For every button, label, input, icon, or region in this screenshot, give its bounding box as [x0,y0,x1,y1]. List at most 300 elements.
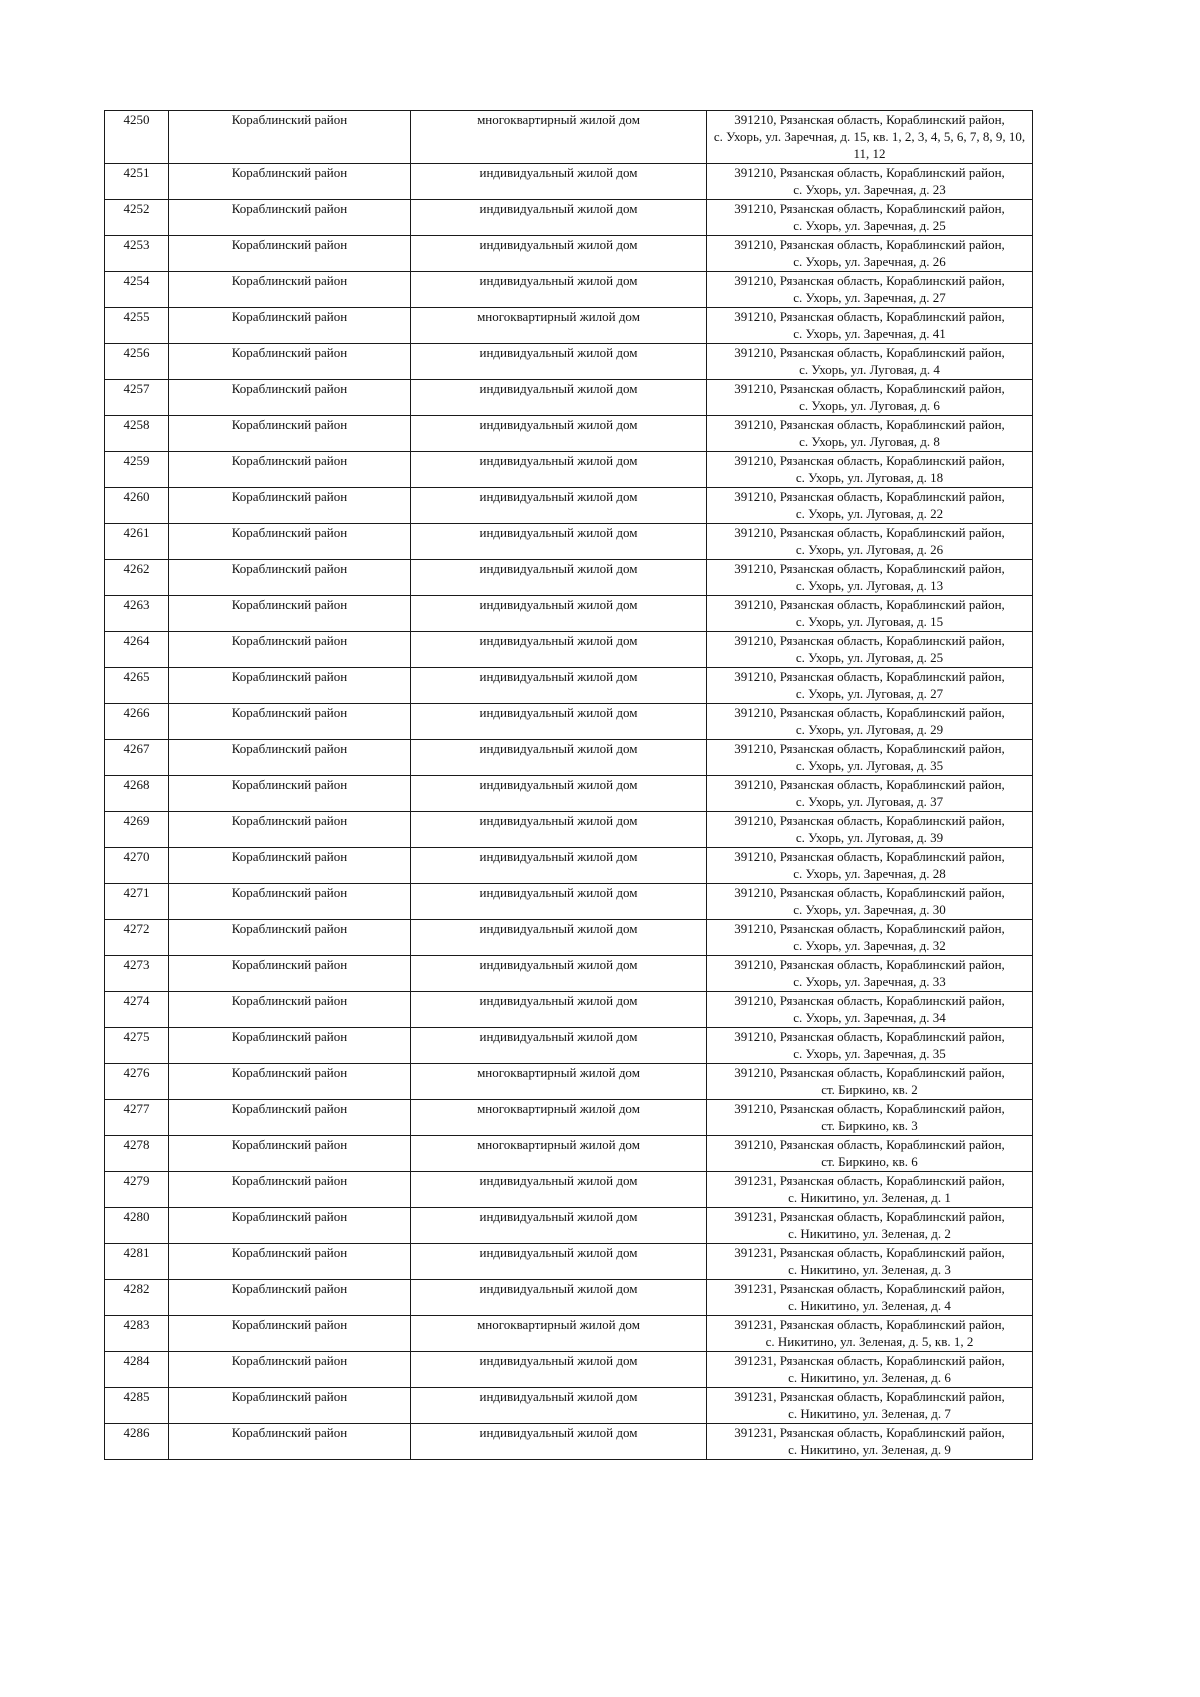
building-type: многоквартирный жилой дом [477,1137,640,1152]
address-line-locality: с. Ухорь, ул. Луговая, д. 37 [795,794,944,809]
building-type: многоквартирный жилой дом [477,309,640,324]
row-number-cell [105,776,169,812]
district-name: Кораблинский район [231,957,348,972]
row-number-cell [105,848,169,884]
address-line-locality: с. Никитино, ул. Зеленая, д. 2 [788,1226,951,1241]
address-line-region: 391210, Рязанская область, Кораблинский район, [734,1065,1005,1080]
address-cell [707,1136,1033,1172]
address-line-region: 391210, Рязанская область, Кораблинский район, [734,885,1005,900]
building-type: индивидуальный жилой дом [479,741,638,756]
building-type-cell [411,740,707,776]
row-number-cell [105,200,169,236]
row-number: 4258 [123,417,150,432]
address-cell [707,524,1033,560]
address-cell [707,1208,1033,1244]
housing-registry-table [104,110,1033,1460]
row-number: 4262 [123,561,150,576]
row-number: 4270 [123,849,150,864]
table-row [105,812,1033,848]
row-number-cell [105,632,169,668]
building-type: многоквартирный жилой дом [477,1317,640,1332]
address-line-region: 391210, Рязанская область, Кораблинский район, [734,1029,1005,1044]
address-line-locality: с. Ухорь, ул. Заречная, д. 33 [793,974,946,989]
address-cell [707,488,1033,524]
building-type-cell [411,884,707,920]
address-line-locality: с. Ухорь, ул. Луговая, д. 27 [795,686,944,701]
table-row [105,488,1033,524]
address-line-locality: с. Никитино, ул. Зеленая, д. 5, кв. 1, 2 [765,1334,974,1349]
district-cell [169,1208,411,1244]
building-type: индивидуальный жилой дом [479,957,638,972]
district-name: Кораблинский район [231,885,348,900]
address-line-locality: с. Ухорь, ул. Луговая, д. 15 [795,614,944,629]
address-line-region: 391231, Рязанская область, Кораблинский район, [734,1173,1005,1188]
row-number: 4255 [123,309,150,324]
building-type-cell [411,956,707,992]
address-line-region: 391231, Рязанская область, Кораблинский район, [734,1209,1005,1224]
district-cell [169,488,411,524]
district-name: Кораблинский район [231,1209,348,1224]
building-type: многоквартирный жилой дом [477,112,640,127]
row-number-cell [105,164,169,200]
table-row [105,1064,1033,1100]
row-number-cell [105,596,169,632]
building-type: индивидуальный жилой дом [479,633,638,648]
address-line-locality: с. Ухорь, ул. Заречная, д. 25 [793,218,946,233]
district-cell [169,956,411,992]
row-number-cell [105,1064,169,1100]
table-row [105,1280,1033,1316]
address-cell [707,344,1033,380]
district-name: Кораблинский район [231,381,348,396]
district-cell [169,524,411,560]
address-line-locality: с. Ухорь, ул. Заречная, д. 35 [793,1046,946,1061]
address-line-locality: с. Ухорь, ул. Луговая, д. 13 [795,578,944,593]
district-cell [169,848,411,884]
address-cell [707,884,1033,920]
address-line-locality: с. Ухорь, ул. Заречная, д. 27 [793,290,946,305]
address-line-region: 391231, Рязанская область, Кораблинский район, [734,1389,1005,1404]
table-row [105,668,1033,704]
row-number-cell [105,812,169,848]
address-line-locality: с. Ухорь, ул. Заречная, д. 41 [793,326,946,341]
address-line-locality: с. Ухорь, ул. Луговая, д. 25 [795,650,944,665]
building-type-cell [411,560,707,596]
district-cell [169,776,411,812]
district-name: Кораблинский район [231,489,348,504]
table-row [105,776,1033,812]
row-number: 4276 [123,1065,150,1080]
district-name: Кораблинский район [231,417,348,432]
building-type: индивидуальный жилой дом [479,273,638,288]
address-line-locality: с. Ухорь, ул. Заречная, д. 15, кв. 1, 2, 3, 4, 5, 6, 7, 8, 9, 10, 11, 12 [713,129,1026,161]
table-row [105,1316,1033,1352]
district-name: Кораблинский район [231,165,348,180]
address-line-region: 391210, Рязанская область, Кораблинский район, [734,813,1005,828]
district-cell [169,884,411,920]
address-line-locality: с. Никитино, ул. Зеленая, д. 7 [788,1406,951,1421]
address-line-region: 391210, Рязанская область, Кораблинский район, [734,957,1005,972]
address-cell [707,164,1033,200]
district-cell [169,812,411,848]
address-line-region: 391210, Рязанская область, Кораблинский район, [734,381,1005,396]
district-cell [169,1100,411,1136]
row-number: 4253 [123,237,150,252]
address-cell [707,380,1033,416]
address-cell [707,308,1033,344]
building-type-cell [411,1172,707,1208]
district-cell [169,1388,411,1424]
row-number-cell [105,668,169,704]
address-cell [707,848,1033,884]
building-type-cell [411,200,707,236]
address-line-region: 391210, Рязанская область, Кораблинский район, [734,705,1005,720]
building-type-cell [411,596,707,632]
district-name: Кораблинский район [231,561,348,576]
row-number: 4271 [123,885,150,900]
building-type-cell [411,308,707,344]
district-cell [169,668,411,704]
address-cell [707,920,1033,956]
address-cell [707,812,1033,848]
building-type-cell [411,920,707,956]
building-type: индивидуальный жилой дом [479,1173,638,1188]
address-cell [707,776,1033,812]
building-type: многоквартирный жилой дом [477,1065,640,1080]
building-type: индивидуальный жилой дом [479,1281,638,1296]
building-type-cell [411,1244,707,1280]
row-number-cell [105,740,169,776]
row-number: 4250 [123,112,150,127]
address-line-region: 391210, Рязанская область, Кораблинский район, [734,849,1005,864]
address-line-locality: ст. Биркино, кв. 2 [821,1082,918,1097]
district-name: Кораблинский район [231,1389,348,1404]
district-cell [169,1028,411,1064]
district-cell [169,1352,411,1388]
district-cell [169,1280,411,1316]
row-number: 4283 [123,1317,150,1332]
district-name: Кораблинский район [231,112,348,127]
address-line-locality: с. Ухорь, ул. Луговая, д. 26 [795,542,944,557]
row-number-cell [105,1316,169,1352]
address-line-region: 391210, Рязанская область, Кораблинский район, [734,453,1005,468]
table-row [105,416,1033,452]
address-line-locality: с. Ухорь, ул. Заречная, д. 23 [793,182,946,197]
district-name: Кораблинский район [231,1173,348,1188]
table-row [105,956,1033,992]
address-line-region: 391210, Рязанская область, Кораблинский район, [734,993,1005,1008]
building-type: индивидуальный жилой дом [479,345,638,360]
row-number: 4280 [123,1209,150,1224]
address-line-region: 391210, Рязанская область, Кораблинский район, [734,345,1005,360]
building-type: индивидуальный жилой дом [479,1389,638,1404]
address-cell [707,992,1033,1028]
address-line-locality: с. Ухорь, ул. Луговая, д. 35 [795,758,944,773]
row-number: 4286 [123,1425,150,1440]
address-line-locality: с. Ухорь, ул. Луговая, д. 18 [795,470,944,485]
district-name: Кораблинский район [231,633,348,648]
building-type-cell [411,272,707,308]
row-number: 4273 [123,957,150,972]
address-line-region: 391210, Рязанская область, Кораблинский район, [734,633,1005,648]
address-cell [707,111,1033,164]
building-type: индивидуальный жилой дом [479,1209,638,1224]
building-type: индивидуальный жилой дом [479,561,638,576]
district-name: Кораблинский район [231,777,348,792]
district-name: Кораблинский район [231,273,348,288]
address-line-region: 391210, Рязанская область, Кораблинский район, [734,417,1005,432]
district-cell [169,200,411,236]
row-number: 4268 [123,777,150,792]
building-type: индивидуальный жилой дом [479,237,638,252]
building-type: индивидуальный жилой дом [479,993,638,1008]
address-line-locality: с. Ухорь, ул. Луговая, д. 6 [799,398,940,413]
address-cell [707,704,1033,740]
row-number: 4259 [123,453,150,468]
address-line-region: 391210, Рязанская область, Кораблинский район, [734,741,1005,756]
table-row [105,308,1033,344]
building-type: индивидуальный жилой дом [479,417,638,432]
address-line-region: 391210, Рязанская область, Кораблинский район, [734,489,1005,504]
building-type: индивидуальный жилой дом [479,597,638,612]
building-type: многоквартирный жилой дом [477,1101,640,1116]
building-type: индивидуальный жилой дом [479,1353,638,1368]
district-name: Кораблинский район [231,309,348,324]
address-line-region: 391210, Рязанская область, Кораблинский район, [734,112,1005,127]
building-type-cell [411,1100,707,1136]
building-type: индивидуальный жилой дом [479,1245,638,1260]
district-name: Кораблинский район [231,1317,348,1332]
building-type: индивидуальный жилой дом [479,1425,638,1440]
building-type-cell [411,992,707,1028]
row-number-cell [105,1388,169,1424]
district-cell [169,1064,411,1100]
address-cell [707,1244,1033,1280]
building-type: индивидуальный жилой дом [479,777,638,792]
row-number-cell [105,1424,169,1460]
row-number-cell [105,956,169,992]
row-number: 4279 [123,1173,150,1188]
row-number: 4263 [123,597,150,612]
address-cell [707,740,1033,776]
address-line-locality: ст. Биркино, кв. 6 [821,1154,918,1169]
row-number-cell [105,1208,169,1244]
address-line-region: 391231, Рязанская область, Кораблинский район, [734,1425,1005,1440]
row-number-cell [105,111,169,164]
district-cell [169,416,411,452]
row-number-cell [105,1028,169,1064]
building-type: индивидуальный жилой дом [479,525,638,540]
table-row [105,380,1033,416]
row-number-cell [105,1352,169,1388]
address-line-locality: с. Ухорь, ул. Луговая, д. 8 [799,434,940,449]
address-line-region: 391210, Рязанская область, Кораблинский район, [734,669,1005,684]
row-number: 4251 [123,165,150,180]
table-row [105,111,1033,164]
table-row [105,920,1033,956]
building-type-cell [411,704,707,740]
building-type: индивидуальный жилой дом [479,669,638,684]
address-cell [707,1172,1033,1208]
address-cell [707,632,1033,668]
address-line-locality: с. Ухорь, ул. Заречная, д. 26 [793,254,946,269]
address-cell [707,596,1033,632]
district-name: Кораблинский район [231,453,348,468]
table-row [105,524,1033,560]
building-type-cell [411,488,707,524]
address-cell [707,1424,1033,1460]
address-line-region: 391210, Рязанская область, Кораблинский район, [734,525,1005,540]
table-row [105,596,1033,632]
building-type-cell [411,452,707,488]
building-type-cell [411,111,707,164]
row-number-cell [105,920,169,956]
district-cell [169,236,411,272]
district-name: Кораблинский район [231,669,348,684]
address-line-region: 391231, Рязанская область, Кораблинский район, [734,1281,1005,1296]
table-row [105,1352,1033,1388]
row-number: 4265 [123,669,150,684]
district-cell [169,1424,411,1460]
table-row [105,704,1033,740]
table-row [105,1172,1033,1208]
row-number-cell [105,992,169,1028]
district-cell [169,344,411,380]
table-row [105,272,1033,308]
address-cell [707,1352,1033,1388]
district-cell [169,740,411,776]
table-row [105,236,1033,272]
district-name: Кораблинский район [231,993,348,1008]
table-row [105,848,1033,884]
address-line-locality: с. Ухорь, ул. Заречная, д. 34 [793,1010,946,1025]
address-line-region: 391231, Рязанская область, Кораблинский район, [734,1317,1005,1332]
table-row [105,1136,1033,1172]
table-row [105,632,1033,668]
address-cell [707,272,1033,308]
building-type-cell [411,1280,707,1316]
table-row [105,1208,1033,1244]
row-number: 4257 [123,381,150,396]
building-type-cell [411,848,707,884]
address-line-region: 391210, Рязанская область, Кораблинский район, [734,273,1005,288]
address-cell [707,668,1033,704]
row-number-cell [105,884,169,920]
row-number: 4266 [123,705,150,720]
district-name: Кораблинский район [231,1281,348,1296]
address-line-region: 391210, Рязанская область, Кораблинский район, [734,561,1005,576]
building-type-cell [411,776,707,812]
building-type-cell [411,380,707,416]
district-name: Кораблинский район [231,201,348,216]
building-type-cell [411,1136,707,1172]
district-cell [169,560,411,596]
district-cell [169,632,411,668]
row-number: 4278 [123,1137,150,1152]
district-name: Кораблинский район [231,525,348,540]
table-row [105,164,1033,200]
building-type-cell [411,416,707,452]
row-number: 4254 [123,273,150,288]
address-cell [707,416,1033,452]
table-row [105,1388,1033,1424]
district-cell [169,1172,411,1208]
district-cell [169,308,411,344]
row-number-cell [105,488,169,524]
row-number: 4274 [123,993,150,1008]
district-name: Кораблинский район [231,921,348,936]
address-line-locality: с. Никитино, ул. Зеленая, д. 3 [788,1262,951,1277]
address-line-locality: с. Ухорь, ул. Заречная, д. 30 [793,902,946,917]
row-number: 4281 [123,1245,150,1260]
building-type: индивидуальный жилой дом [479,885,638,900]
row-number-cell [105,308,169,344]
address-line-region: 391210, Рязанская область, Кораблинский район, [734,777,1005,792]
address-cell [707,236,1033,272]
district-name: Кораблинский район [231,345,348,360]
building-type-cell [411,668,707,704]
row-number: 4256 [123,345,150,360]
district-cell [169,1244,411,1280]
address-line-region: 391210, Рязанская область, Кораблинский район, [734,1101,1005,1116]
district-name: Кораблинский район [231,1137,348,1152]
building-type-cell [411,524,707,560]
building-type-cell [411,1388,707,1424]
building-type: индивидуальный жилой дом [479,201,638,216]
row-number: 4282 [123,1281,150,1296]
building-type-cell [411,1064,707,1100]
table-row [105,452,1033,488]
table-row [105,740,1033,776]
building-type-cell [411,1424,707,1460]
building-type: индивидуальный жилой дом [479,453,638,468]
row-number: 4285 [123,1389,150,1404]
address-line-locality: с. Никитино, ул. Зеленая, д. 6 [788,1370,951,1385]
row-number-cell [105,1172,169,1208]
row-number: 4252 [123,201,150,216]
district-cell [169,704,411,740]
address-line-locality: с. Никитино, ул. Зеленая, д. 1 [788,1190,951,1205]
address-cell [707,452,1033,488]
building-type-cell [411,1028,707,1064]
district-cell [169,452,411,488]
district-name: Кораблинский район [231,705,348,720]
row-number: 4275 [123,1029,150,1044]
row-number: 4264 [123,633,150,648]
row-number: 4261 [123,525,150,540]
district-cell [169,380,411,416]
row-number-cell [105,1280,169,1316]
table-row [105,1244,1033,1280]
row-number: 4284 [123,1353,150,1368]
row-number-cell [105,1136,169,1172]
address-line-region: 391231, Рязанская область, Кораблинский район, [734,1245,1005,1260]
table-row [105,560,1033,596]
building-type: индивидуальный жилой дом [479,705,638,720]
building-type-cell [411,1208,707,1244]
table-row [105,1028,1033,1064]
district-name: Кораблинский район [231,741,348,756]
district-name: Кораблинский район [231,1029,348,1044]
address-line-locality: с. Никитино, ул. Зеленая, д. 4 [788,1298,951,1313]
address-line-locality: ст. Биркино, кв. 3 [821,1118,918,1133]
address-line-region: 391210, Рязанская область, Кораблинский район, [734,1137,1005,1152]
address-line-locality: с. Ухорь, ул. Луговая, д. 29 [795,722,944,737]
table-row [105,344,1033,380]
district-name: Кораблинский район [231,1425,348,1440]
district-cell [169,1316,411,1352]
building-type-cell [411,344,707,380]
